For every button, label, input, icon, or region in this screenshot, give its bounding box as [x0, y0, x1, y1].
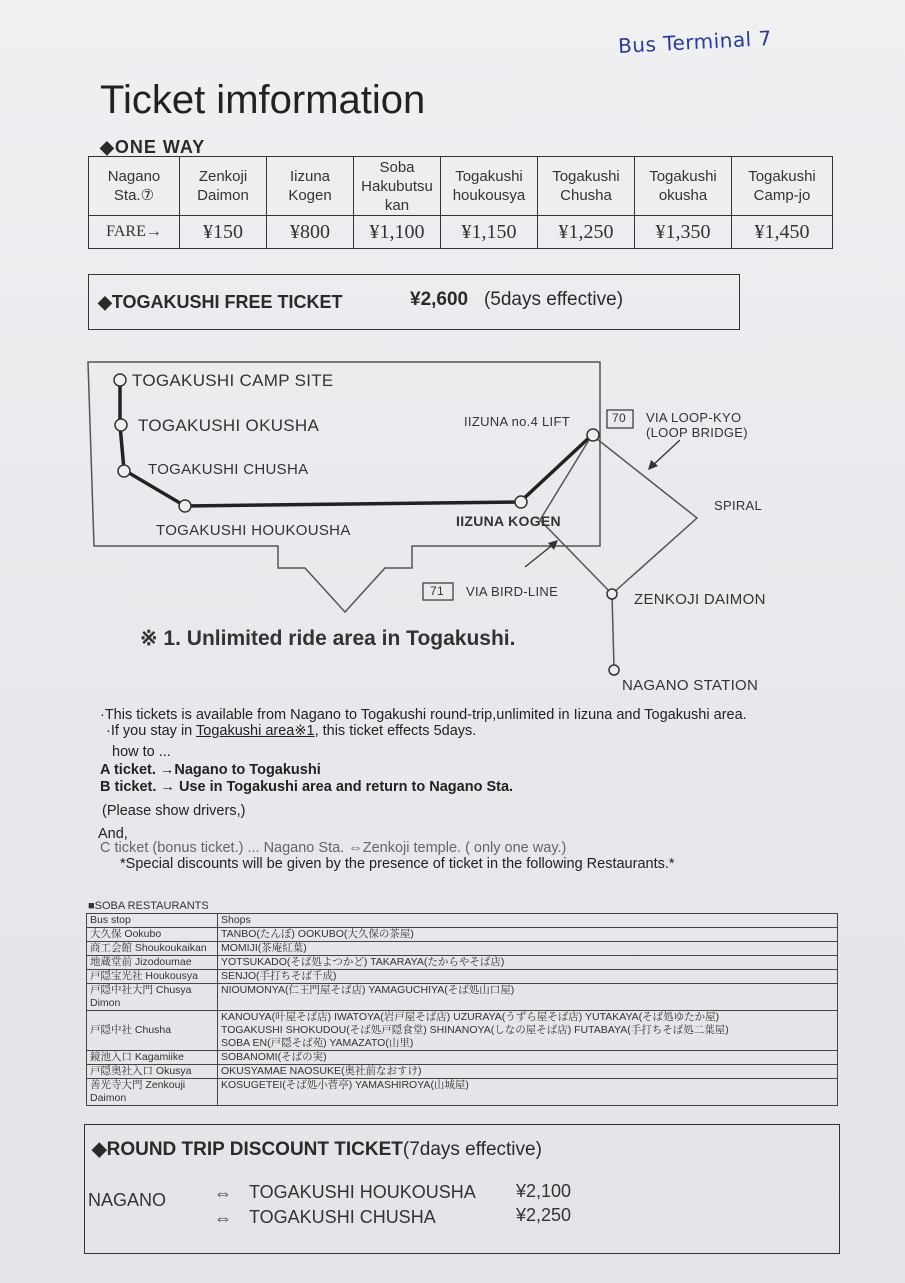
map-label-via-loop: VIA LOOP-KYO [646, 410, 742, 425]
map-label-houkousha: TOGAKUSHI HOUKOUSHA [156, 522, 351, 539]
fare-cell: ¥150 [180, 216, 267, 249]
map-label-camp-site: TOGAKUSHI CAMP SITE [132, 371, 334, 390]
shops-cell: MOMIJI(茶庵紅葉) [218, 942, 838, 956]
table-row [87, 956, 838, 970]
bus-stop-cell: 善光寺大門 Zenkouji Daimon [87, 1079, 218, 1106]
col-header-shops: Shops [218, 914, 838, 928]
stop-cell: Togakushi okusha [635, 157, 732, 216]
note-c-ticket: C ticket (bonus ticket.) ... Nagano Sta. ⇔Zenkoji temple. ( only one way.) [100, 840, 567, 856]
stop-cell: Togakushi Chusha [538, 157, 635, 216]
fare-cell: ¥1,450 [732, 216, 833, 249]
stop-marker [587, 429, 599, 441]
shops-cell: SENJO(手打ちそば千成) [218, 970, 838, 984]
map-label-zenkoji-daimon: ZENKOJI DAIMON [634, 591, 766, 608]
table-row [87, 1011, 838, 1051]
map-label-okusha: TOGAKUSHI OKUSHA [138, 416, 320, 435]
note-line-1: ·This tickets is available from Nagano to Togakushi round-trip,unlimited in Iizuna and Togakushi area. [100, 707, 747, 723]
note-discount: *Special discounts will be given by the presence of ticket in the following Restaurants.* [120, 856, 675, 872]
stop-cell: Togakushi Camp-jo [732, 157, 833, 216]
table-row [87, 1065, 838, 1079]
fare-cell: ¥800 [267, 216, 354, 249]
togakushi-area-ref: Togakushi area※1 [196, 723, 315, 739]
note-and: And, [98, 826, 128, 842]
round-trip-validity: (7days effective) [402, 1139, 542, 1160]
handwritten-note: Bus Terminal 7 [617, 25, 773, 59]
restaurants-table [86, 913, 838, 1106]
table-row [87, 984, 838, 1011]
stop-marker [114, 374, 126, 386]
fare-cell: ¥1,350 [635, 216, 732, 249]
nagano-line [612, 594, 614, 668]
b-ticket-text: B ticket. → Use in Togakushi area and return to Nagano Sta. [100, 779, 514, 795]
unlimited-area-outline [88, 362, 600, 612]
bus-stop-cell: 商工会館 Shoukoukaikan [87, 942, 218, 956]
bus-stop-cell: 戸隠宝光社 Houkousya [87, 970, 218, 984]
spiral-route [540, 435, 697, 594]
bus-stop-cell: 鏡池入口 Kagamiike [87, 1051, 218, 1065]
table-row [87, 1051, 838, 1065]
stop-marker [179, 500, 191, 512]
one-way-label: ◆ONE WAY [100, 137, 206, 157]
fare-cell: ¥1,250 [538, 216, 635, 249]
map-label-iizuna-kogen: IIZUNA KOGEN [456, 513, 561, 529]
round-trip-price-1: ¥2,100 [516, 1181, 572, 1201]
shops-cell: OKUSYAMAE NAOSUKE(奥社前なおすけ) [218, 1065, 838, 1079]
table-row [87, 942, 838, 956]
round-trip-title-bold: ◆ROUND TRIP DISCOUNT TICKET [92, 1139, 403, 1160]
stop-cell: Nagano Sta.⑦ [89, 157, 180, 216]
shops-cell: KOSUGETEI(そば処小菅亭) YAMASHIROYA(山城屋) [218, 1079, 838, 1106]
stop-cell: Iizuna Kogen [267, 157, 354, 216]
fare-cell: ¥1,150 [441, 216, 538, 249]
note-text: ·If you stay in [106, 723, 196, 739]
fare-cell: ¥1,100 [354, 216, 441, 249]
round-trip-price-2: ¥2,250 [516, 1205, 572, 1225]
stop-cell: Togakushi houkousya [441, 157, 538, 216]
fare-label: FARE→ [89, 216, 180, 249]
round-trip-dest-2: TOGAKUSHI CHUSHA [249, 1207, 436, 1227]
route-71-number: 71 [430, 584, 444, 598]
map-label-chusha: TOGAKUSHI CHUSHA [148, 461, 309, 478]
map-label-nagano-station: NAGANO STATION [622, 677, 759, 694]
col-header-stop: Bus stop [87, 914, 218, 928]
map-label-spiral: SPIRAL [714, 498, 763, 513]
shops-cell: SOBANOMI(そばの実) [218, 1051, 838, 1065]
stop-marker [115, 419, 127, 431]
stop-marker [515, 496, 527, 508]
note-line-2 [106, 723, 476, 739]
shops-cell: YOTSUKADO(そば処よつかど) TAKARAYA(たからやそば店) [218, 956, 838, 970]
unlimited-ride-note: ※ 1. Unlimited ride area in Togakushi. [140, 627, 516, 650]
round-trip-arrow-icon: ⇔ [214, 1208, 232, 1228]
table-row [87, 970, 838, 984]
round-trip-title [92, 1138, 542, 1161]
round-trip-arrow-icon: ⇔ [214, 1183, 232, 1203]
stop-marker [609, 665, 619, 675]
map-label-via-bird: VIA BIRD-LINE [466, 584, 559, 599]
round-trip-origin: NAGANO [88, 1190, 167, 1210]
shops-cell: NIOUMONYA(仁王門屋そば店) YAMAGUCHIYA(そば処山口屋) [218, 984, 838, 1011]
stop-marker [607, 589, 617, 599]
shops-cell: KANOUYA(叶屋そば店) IWATOYA(岩戸屋そば店) UZURAYA(うずら屋そば店) YUTAKAYA(そば処ゆたか屋) TOGAKUSHI SHOKUDOU(そば処戸隠食堂) SHINANOYA(しなの屋そば店) FUTABAYA(手打ちそば処二葉屋) SOBA EN(戸隠そば苑) YAMAZATO(山里) [218, 1011, 838, 1051]
note-text: , this ticket effects 5days. [314, 723, 477, 739]
stop-cell: Soba Hakubutsu kan [354, 157, 441, 216]
table-header-row [87, 914, 838, 928]
bus-stop-cell: 戸隠中社大門 Chusya Dimon [87, 984, 218, 1011]
table-row [87, 928, 838, 942]
bus-stop-cell: 地蔵堂前 Jizodoumae [87, 956, 218, 970]
stop-marker [118, 465, 130, 477]
free-ticket-price: ¥2,600 [410, 289, 469, 310]
free-ticket-title: ◆TOGAKUSHI FREE TICKET [98, 292, 343, 312]
bus-stop-cell: 戸隠中社 Chusha [87, 1011, 218, 1051]
bus-stop-cell: 戸隠奥社入口 Okusya [87, 1065, 218, 1079]
page-title: Ticket imformation [100, 78, 426, 122]
a-ticket-text: A ticket. →Nagano to Togakushi [100, 762, 321, 778]
bus-stop-cell: 大久保 Ookubo [87, 928, 218, 942]
map-label-loop-bridge: (LOOP BRIDGE) [646, 425, 748, 440]
note-how-to: how to ... [112, 744, 171, 760]
restaurants-heading: ■SOBA RESTAURANTS [88, 900, 209, 912]
free-ticket-validity: (5days effective) [483, 289, 624, 310]
map-label-iizuna-lift: IIZUNA no.4 LIFT [464, 414, 570, 429]
stop-cell: Zenkoji Daimon [180, 157, 267, 216]
arrow-icon [548, 540, 558, 550]
route-70-number: 70 [612, 411, 626, 425]
route-line [120, 380, 592, 506]
note-a-ticket [100, 762, 321, 778]
shops-cell: TANBO(たんぼ) OOKUBO(大久保の茶屋) [218, 928, 838, 942]
round-trip-dest-1: TOGAKUSHI HOUKOUSHA [249, 1182, 476, 1202]
note-b-ticket [100, 779, 513, 795]
note-show-drivers: (Please show drivers,) [102, 803, 246, 819]
table-row [87, 1079, 838, 1106]
